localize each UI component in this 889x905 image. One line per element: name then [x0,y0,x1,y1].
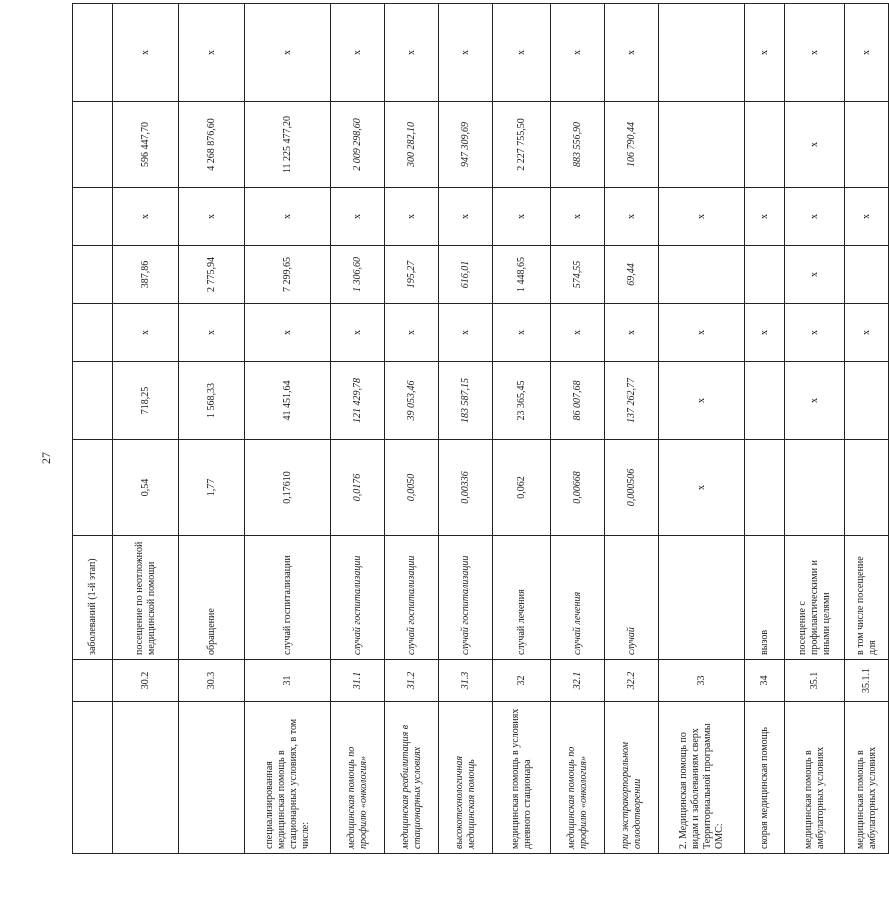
norm-cell: x [659,440,745,536]
table-row [659,4,745,854]
row-code-cell: 33 [659,660,745,702]
table-row [745,4,785,854]
col9-cell: 2 009 298,60 [331,102,385,188]
row-code-cell: 31.1 [331,660,385,702]
row-code-cell: 35.1.1 [845,660,889,702]
col8-cell: x [385,188,439,246]
row-code-cell: 32.2 [605,660,659,702]
col6-cell: x [745,304,785,362]
row-name-cell: медицинская помощь по профилю «онкология» [551,702,605,854]
col7-cell: 616,01 [439,246,493,304]
table-row [385,4,439,854]
col8-cell: x [245,188,331,246]
cost-cell: x [659,362,745,440]
norm-cell: 0,062 [493,440,551,536]
col7-cell: 2 775,94 [179,246,245,304]
row-code-cell: 32.1 [551,660,605,702]
col7-cell: 7 299,65 [245,246,331,304]
cost-cell: 183 587,15 [439,362,493,440]
col8-cell: x [493,188,551,246]
col8-cell: x [179,188,245,246]
col7-cell: 1 448,65 [493,246,551,304]
col6-cell: x [179,304,245,362]
budget-table [72,3,889,854]
unit-cell: случай госпитализации [331,536,385,660]
col7-cell: 387,86 [113,246,179,304]
unit-cell [659,536,745,660]
norm-cell: 0,000506 [605,440,659,536]
row-code-cell: 32 [493,660,551,702]
col8-cell: x [785,188,845,246]
cost-cell: 23 365,45 [493,362,551,440]
col8-cell: x [659,188,745,246]
col6-cell: x [113,304,179,362]
unit-cell: случай госпитализации [385,536,439,660]
col9-cell [659,102,745,188]
cost-cell: 1 568,33 [179,362,245,440]
col7-cell: x [785,246,845,304]
norm-cell: 0,0050 [385,440,439,536]
col6-cell: x [385,304,439,362]
col10-cell: x [179,4,245,102]
norm-cell: 0,0176 [331,440,385,536]
cost-cell: 39 053,46 [385,362,439,440]
col6-cell: x [845,304,889,362]
row-name-cell: медицинская помощь по профилю «онкология» [331,702,385,854]
col8-cell: x [113,188,179,246]
col10-cell: x [113,4,179,102]
row-name-cell: 2. Медицинская помощь по видам и заболеваниям сверх Территориальной программы ОМС: [659,702,745,854]
row-code-cell: 31.3 [439,660,493,702]
table-row [331,4,385,854]
row-code-cell: 30.3 [179,660,245,702]
row-name-cell: специализированная медицинская помощь в стационарных условиях, в том числе: [245,702,331,854]
row-name-cell: скорая медицинская помощь [745,702,785,854]
col7-cell: 574,55 [551,246,605,304]
unit-cell: посещение по неотложной медицинской помощи [113,536,179,660]
row-code-cell: 35.1 [785,660,845,702]
document-sheet [72,0,878,849]
table-row [73,4,113,854]
unit-cell: вызов [745,536,785,660]
table-row [179,4,245,854]
col9-cell [745,102,785,188]
cost-cell: 86 007,68 [551,362,605,440]
cost-cell: 137 262,77 [605,362,659,440]
norm-cell [73,440,113,536]
col10-cell: x [331,4,385,102]
col9-cell [845,102,889,188]
table-row [845,4,889,854]
col10-cell: x [439,4,493,102]
table-row [439,4,493,854]
col6-cell: x [551,304,605,362]
col6-cell: x [439,304,493,362]
norm-cell [745,440,785,536]
col10-cell: x [493,4,551,102]
unit-cell: случай госпитализации [439,536,493,660]
unit-cell: случай лечения [493,536,551,660]
cost-cell [73,362,113,440]
col6-cell: x [785,304,845,362]
col9-cell: 883 556,90 [551,102,605,188]
col9-cell: 11 225 477,20 [245,102,331,188]
norm-cell: 0,00668 [551,440,605,536]
table-row [493,4,551,854]
col7-cell: 1 306,60 [331,246,385,304]
row-name-cell: медицинская помощь в условиях дневного стационара [493,702,551,854]
cost-cell [845,362,889,440]
table-row [113,4,179,854]
row-name-cell: медицинская помощь в амбулаторных условиях [845,702,889,854]
col9-cell: 106 790,44 [605,102,659,188]
col7-cell [745,246,785,304]
table-row [785,4,845,854]
col9-cell [73,102,113,188]
col9-cell: 947 309,69 [439,102,493,188]
table-row [245,4,331,854]
col9-cell: 2 227 755,50 [493,102,551,188]
col8-cell [73,188,113,246]
rotated-table-wrapper [72,4,878,854]
row-name-cell [73,702,113,854]
col10-cell: x [785,4,845,102]
col7-cell [659,246,745,304]
col10-cell [73,4,113,102]
unit-cell: случай [605,536,659,660]
col7-cell: 195,27 [385,246,439,304]
col8-cell: x [845,188,889,246]
row-name-cell [179,702,245,854]
unit-cell: случай лечения [551,536,605,660]
col10-cell: x [245,4,331,102]
col6-cell: x [659,304,745,362]
col8-cell: x [551,188,605,246]
col9-cell: x [785,102,845,188]
col8-cell: x [605,188,659,246]
col9-cell: 300 282,10 [385,102,439,188]
row-code-cell: 34 [745,660,785,702]
col9-cell: 596 447,70 [113,102,179,188]
col9-cell: 4 268 876,60 [179,102,245,188]
col10-cell: x [551,4,605,102]
row-name-cell [113,702,179,854]
norm-cell: 0,00336 [439,440,493,536]
row-name-cell: медицинская помощь в амбулаторных условиях [785,702,845,854]
cost-cell: 121 429,78 [331,362,385,440]
table-row [605,4,659,854]
row-code-cell: 30.2 [113,660,179,702]
unit-cell: заболеваний (1-й этап) [73,536,113,660]
col10-cell: x [605,4,659,102]
col8-cell: x [331,188,385,246]
norm-cell [785,440,845,536]
col6-cell: x [605,304,659,362]
cost-cell: 718,25 [113,362,179,440]
row-name-cell: медицинская реабилитация в стационарных условиях [385,702,439,854]
col6-cell: x [493,304,551,362]
col8-cell: x [439,188,493,246]
unit-cell: обращение [179,536,245,660]
col10-cell: x [745,4,785,102]
cost-cell [745,362,785,440]
norm-cell: 0,17610 [245,440,331,536]
unit-cell: посещение с профилактическими и иными целями [785,536,845,660]
row-name-cell: высокотехнологичная медицинская помощь [439,702,493,854]
col7-cell [845,246,889,304]
norm-cell: 1,77 [179,440,245,536]
table-row [551,4,605,854]
col8-cell: x [745,188,785,246]
cost-cell: x [785,362,845,440]
row-name-cell: при экстракорпоральном оплодотворении [605,702,659,854]
col7-cell: 69,44 [605,246,659,304]
col6-cell: x [245,304,331,362]
row-code-cell: 31 [245,660,331,702]
table-body [73,4,889,854]
col7-cell [73,246,113,304]
page-number: 27 [39,452,53,464]
cost-cell: 41 451,64 [245,362,331,440]
unit-cell: случай госпитализации [245,536,331,660]
unit-cell: в том числе посещение для [845,536,889,660]
norm-cell [845,440,889,536]
col10-cell: x [385,4,439,102]
norm-cell: 0,54 [113,440,179,536]
row-code-cell: 31.2 [385,660,439,702]
col10-cell: x [845,4,889,102]
row-code-cell [73,660,113,702]
col6-cell [73,304,113,362]
col10-cell [659,4,745,102]
col6-cell: x [331,304,385,362]
